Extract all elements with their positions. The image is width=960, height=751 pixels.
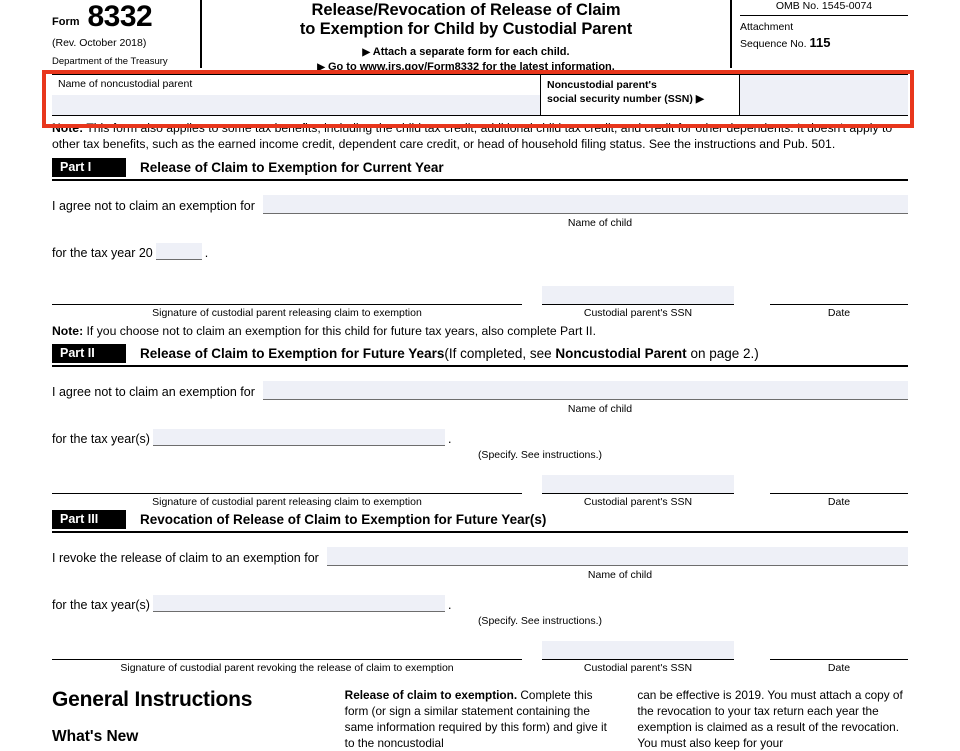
part2-signature-field[interactable] (52, 493, 522, 508)
part3-title: Revocation of Release of Claim to Exemption for Future Year(s) (140, 512, 547, 528)
noncustodial-ssn-input[interactable] (740, 75, 908, 115)
part3-signature-row (52, 641, 908, 674)
part3-bar (52, 510, 908, 533)
form-subtitle-attach-text: Attach a separate form for each child. (372, 45, 570, 58)
note-main-label: Note: (52, 121, 84, 135)
part3-revoke-text: I revoke the release of claim to an exemption for (52, 551, 319, 566)
part3-date-field[interactable] (770, 659, 908, 674)
part2-title-paren-post: on page 2.) (686, 346, 759, 362)
noncustodial-name-input[interactable] (52, 95, 540, 115)
part3-tax-year-row (52, 595, 908, 612)
part3-revoke-row (52, 547, 908, 566)
right-arrow-icon: ▶ (362, 46, 371, 58)
note-main-text: This form also applies to some tax benefits, including the child tax credit, additional child tax credit, and credit for other dependents. It doesn't apply to other tax benefits, such as the earned income credit, dependent care credit, or head of household filing status. See the instructions and Pub. 501. (52, 121, 893, 152)
whats-new-heading: What's New (52, 728, 139, 746)
release-claim-text: Complete this form (or sign a similar statement containing the same information required by this form) and give it to the noncustodial (344, 688, 607, 750)
ssn-arrow-icon: ▶ (695, 93, 704, 106)
instructions-col2 (345, 688, 616, 751)
part2-custodial-ssn-input[interactable] (542, 475, 734, 494)
part1-agree-row (52, 195, 908, 214)
part1-body (52, 195, 908, 319)
form-title-line1: Release/Revocation of Release of Claim (311, 1, 621, 19)
part2-title (140, 346, 759, 361)
header-omb-block (732, 0, 908, 68)
part2-tax-year-label: for the tax year(s) (52, 432, 150, 447)
note-main (52, 120, 908, 152)
noncustodial-ssn-label-line2: social security number (SSN) (547, 93, 693, 106)
sequence-label: Sequence No. (740, 37, 807, 50)
identity-row (52, 74, 908, 116)
part3-custodial-ssn-input[interactable] (542, 641, 734, 660)
right-arrow-icon-2: ▶ (317, 61, 325, 73)
noncustodial-ssn-label (541, 75, 740, 115)
part2-body (52, 381, 908, 508)
part1-tax-year-input[interactable] (156, 243, 202, 260)
release-claim-heading: Release of claim to exemption. (344, 688, 518, 703)
noncustodial-name-cell[interactable] (52, 75, 541, 115)
noncustodial-name-label: Name of noncustodial parent (58, 78, 193, 90)
header-form-id (52, 0, 202, 68)
part3-child-caption: Name of child (587, 569, 653, 582)
form-subtitle-link (208, 61, 724, 73)
part2-title-main: Release of Claim to Exemption for Future Years (140, 346, 445, 362)
form-department: Department of the Treasury (52, 56, 168, 67)
revocation-text: can be effective is 2019. You must attach a copy of the revocation to your tax return each year the exemption is claimed as a result of the revocation. You must also keep for your (637, 688, 903, 750)
part2-title-paren-bold: Noncustodial Parent (555, 346, 687, 362)
general-instructions-heading: General Instructions (52, 688, 253, 712)
part2-agree-row (52, 381, 908, 400)
part1-signature-row (52, 286, 908, 319)
part2-date-caption: Date (827, 496, 851, 509)
header-title-block (202, 0, 732, 73)
part1-custodial-ssn-input[interactable] (542, 286, 734, 305)
part3-date-caption: Date (827, 662, 851, 675)
part2-bar (52, 344, 908, 367)
form-number: 8332 (87, 0, 153, 33)
part2-signature-caption: Signature of custodial parent releasing claim to exemption (152, 496, 422, 509)
form-subtitle-attach (208, 46, 724, 58)
part3-custodial-ssn-field[interactable] (542, 641, 734, 674)
part2-specify-caption: (Specify. See instructions.) (477, 449, 603, 462)
form-subtitle-link-text: Go to www.irs.gov/Form8332 for the latest information. (327, 60, 615, 73)
form-header (52, 0, 908, 73)
part3-signature-caption: Signature of custodial parent revoking the release of claim to exemption (120, 662, 454, 675)
part2-custodial-ssn-field[interactable] (542, 475, 734, 508)
part2-tag: Part II (52, 344, 126, 363)
part3-specify-caption: (Specify. See instructions.) (477, 615, 603, 628)
part1-custodial-ssn-caption: Custodial parent's SSN (583, 307, 693, 320)
part1-tax-year-suffix: . (204, 246, 209, 261)
form-revision: (Rev. October 2018) (52, 37, 147, 49)
part2-date-field[interactable] (770, 493, 908, 508)
part1-tax-year-label: for the tax year 20 (52, 246, 153, 261)
part1-title: Release of Claim to Exemption for Current Year (140, 160, 444, 176)
part1-date-caption: Date (827, 307, 851, 320)
attachment-block (740, 16, 908, 52)
part2-tax-year-row (52, 429, 908, 446)
part1-bar (52, 158, 908, 181)
part3-tag: Part III (52, 510, 126, 529)
part1-signature-caption: Signature of custodial parent releasing claim to exemption (152, 307, 422, 320)
part3-body (52, 547, 908, 674)
part3-tax-year-suffix: . (447, 598, 452, 613)
instructions-section (52, 688, 908, 751)
attachment-label: Attachment (740, 21, 794, 33)
form-title-line2: to Exemption for Child by Custodial Parent (299, 20, 633, 39)
part1-child-caption: Name of child (567, 217, 633, 230)
note-part1-text: If you choose not to claim an exemption for this child for future tax years, also complete Part II. (83, 324, 596, 339)
part2-custodial-ssn-caption: Custodial parent's SSN (583, 496, 693, 509)
part3-tax-year-label: for the tax year(s) (52, 598, 150, 613)
note-part1-label: Note: (52, 324, 84, 339)
part1-agree-text: I agree not to claim an exemption for (52, 199, 255, 214)
noncustodial-ssn-label-line1: Noncustodial parent's (547, 79, 657, 91)
part2-agree-text: I agree not to claim an exemption for (52, 385, 255, 400)
part1-custodial-ssn-field[interactable] (542, 286, 734, 319)
part1-tax-year-row (52, 243, 908, 260)
note-part1 (52, 324, 908, 338)
part1-child-name-input[interactable] (263, 195, 908, 214)
part3-tax-year-input[interactable] (153, 595, 445, 612)
part3-child-name-input[interactable] (327, 547, 908, 566)
part1-signature-field[interactable] (52, 304, 522, 319)
part3-custodial-ssn-caption: Custodial parent's SSN (583, 662, 693, 675)
part2-tax-year-suffix: . (447, 432, 452, 447)
sequence-number: 115 (809, 34, 831, 50)
part2-tax-year-input[interactable] (153, 429, 445, 446)
part2-signature-row (52, 475, 908, 508)
omb-number: OMB No. 1545-0074 (740, 0, 908, 16)
part2-title-paren-pre: (If completed, see (444, 346, 556, 362)
part3-signature-field[interactable] (52, 659, 522, 674)
part2-child-name-input[interactable] (263, 381, 908, 400)
part2-child-caption: Name of child (567, 403, 633, 416)
form-word: Form (52, 16, 80, 28)
part1-date-field[interactable] (770, 304, 908, 319)
part1-tag: Part I (52, 158, 126, 177)
instructions-col3 (637, 688, 908, 751)
instructions-col1 (52, 688, 323, 751)
